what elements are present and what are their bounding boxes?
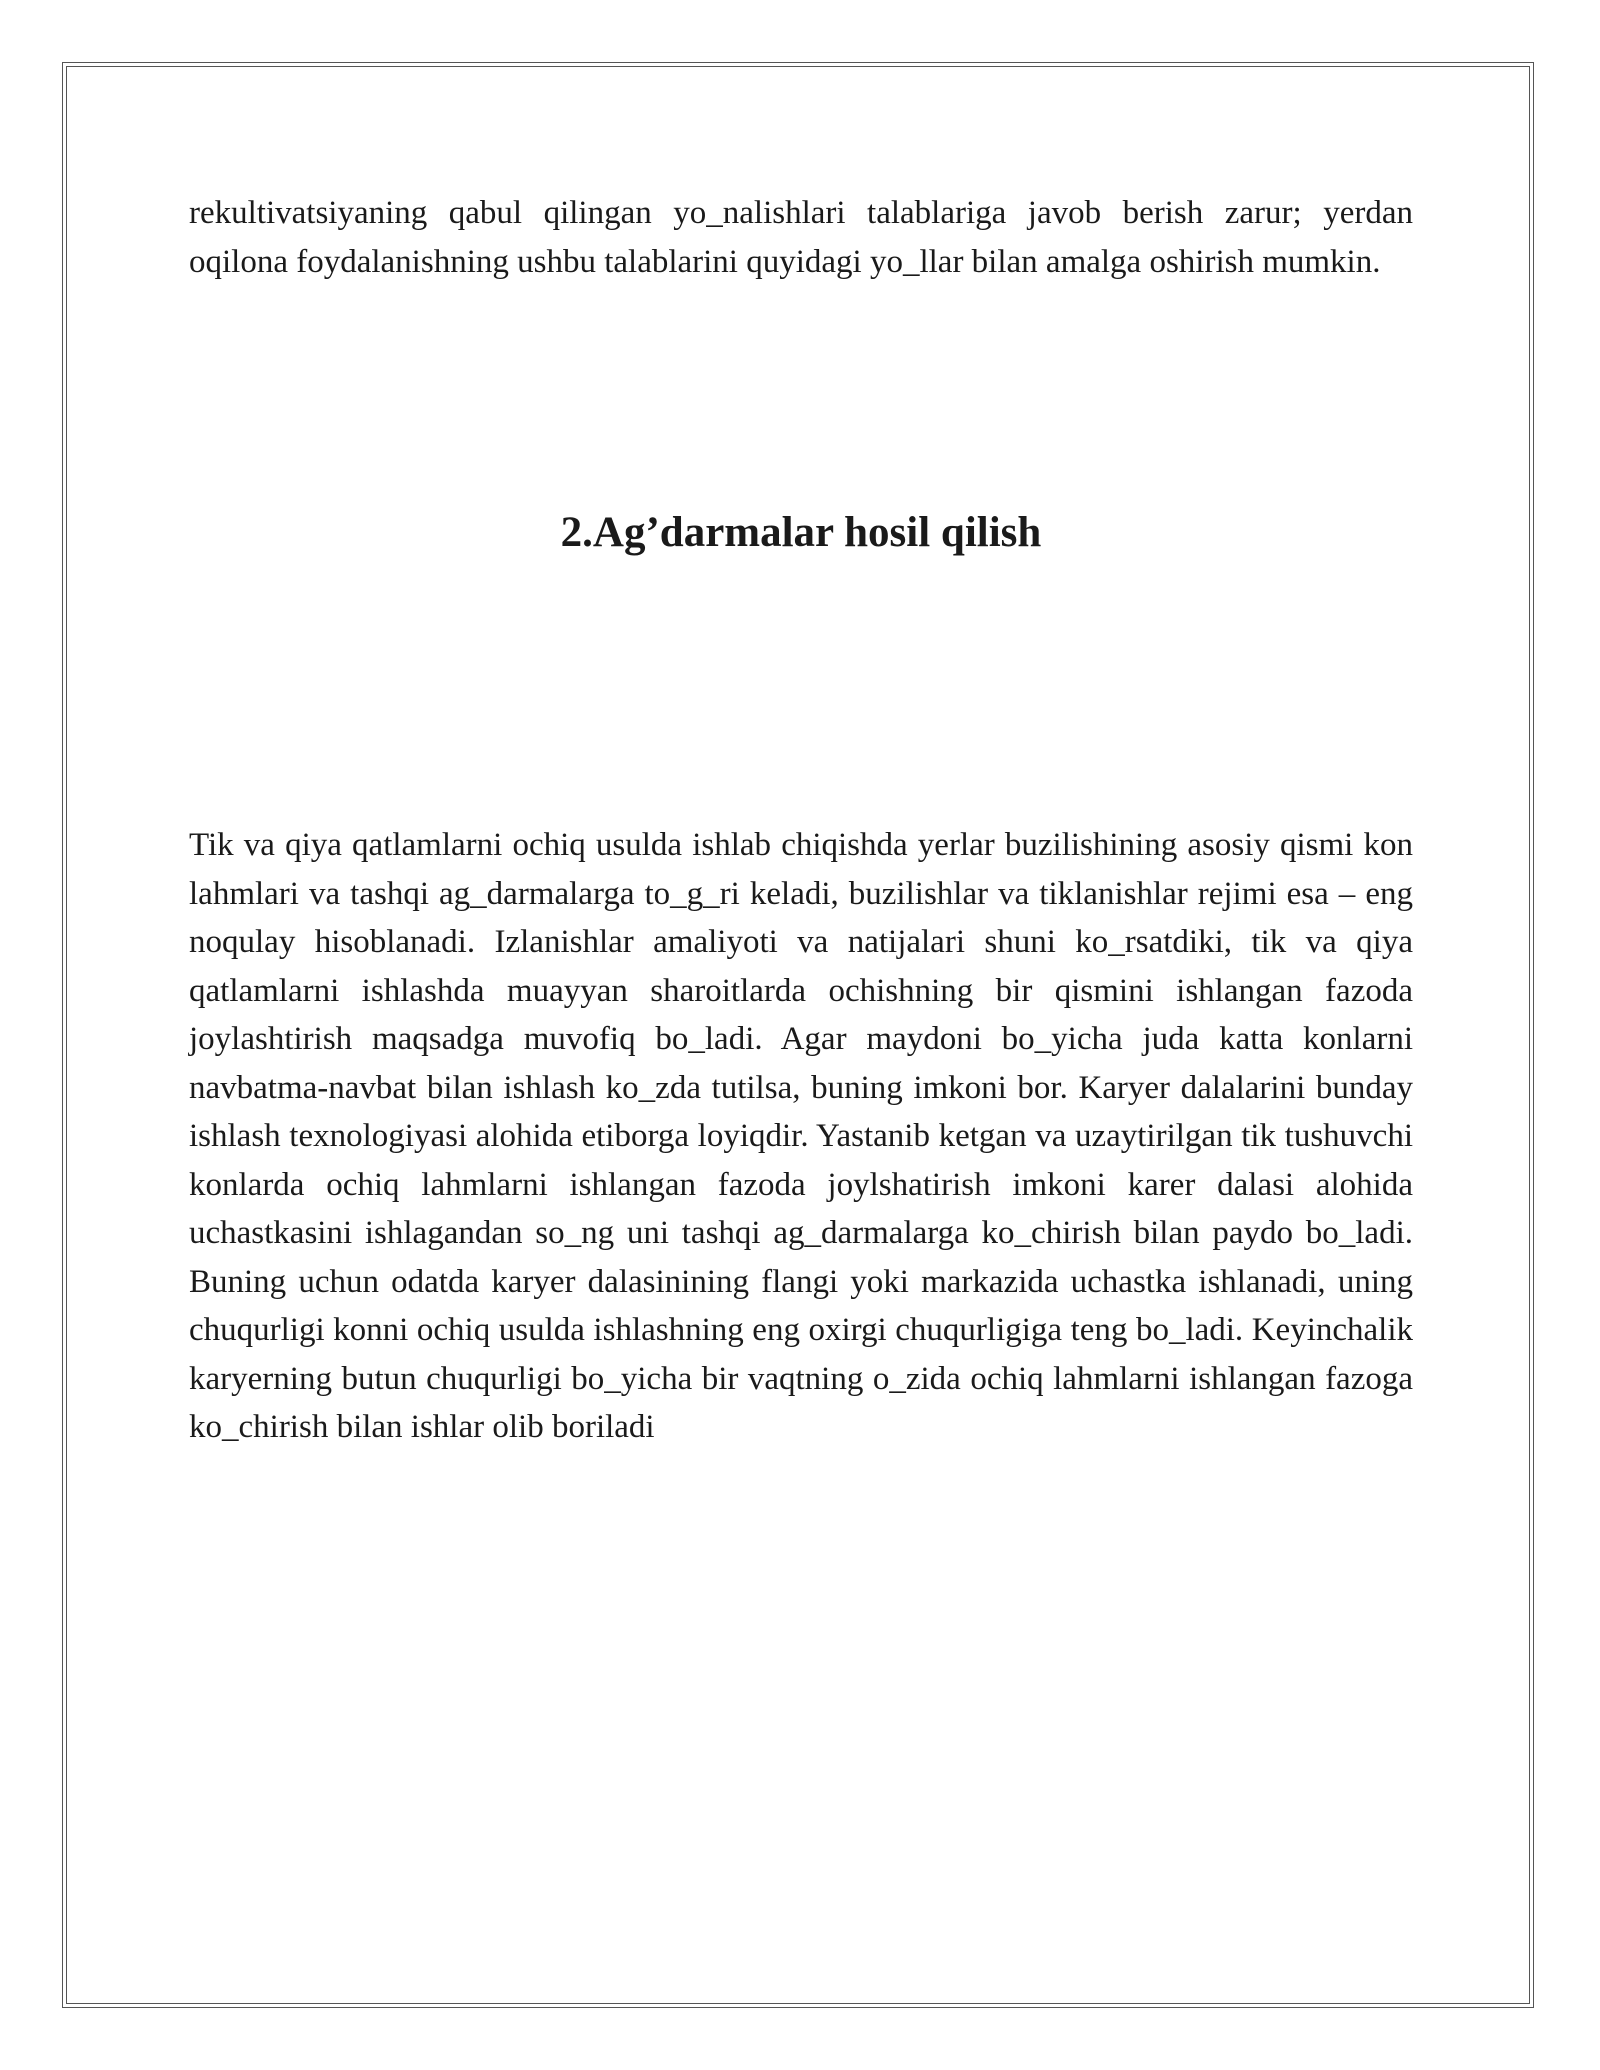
main-paragraph: Tik va qiya qatlamlarni ochiq usulda ishlab chiqishda yerlar buzilishining asosiy qismi kon lahmlari va tashqi ag_darmalarga to_g_ri keladi, buzilishlar va tiklanishlar rejimi esa – eng noqulay hisoblanadi. Izlanishlar amaliyoti va natijalari shuni ko_rsatdiki, tik va qiya qatlamlarni ishlashda muayyan sharoitlarda ochishning bir qismini ishlangan fazoda joylashtirish maqsadga muvofiq bo_ladi. Agar maydoni bo_yicha juda katta konlarni navbatma-navbat bilan ishlash ko_zda tutilsa, buning imkoni bor. Karyer dalalarini bunday ishlash texnologiyasi alohida etiborga loyiqdir. Yastanib ketgan va uzaytirilgan tik tushuvchi konlarda ochiq lahmlarni ishlangan fazoda joylshatirish imkoni karer dalasi alohida uchastkasini ishlagandan so_ng uni tashqi ag_darmalarga ko_chirish bilan paydo bo_ladi. Buning uchun odatda karyer dalasinining flangi yoki markazida uchastka ishlanadi, uning chuqurligi konni ochiq usulda ishlashning eng oxirgi chuqurligiga teng bo_ladi. Keyinchalik karyerning butun chuqurligi bo_yicha bir vaqtning o_zida ochiq lahmlarni ishlangan fazoga ko_chirish bilan ishlar olib boriladi [189,827,1413,1445]
section-heading: 2.Ag’darmalar hosil qilish [560,509,1042,556]
document-body [189,189,1413,1445]
intro-paragraph: rekultivatsiyaning qabul qilingan yo_nalishlari talablariga javob berish zarur; yerdan oqilona foydalanishning ushbu talablarini quyidagi yo_llar bilan amalga oshirish mumkin. [189,195,1413,280]
